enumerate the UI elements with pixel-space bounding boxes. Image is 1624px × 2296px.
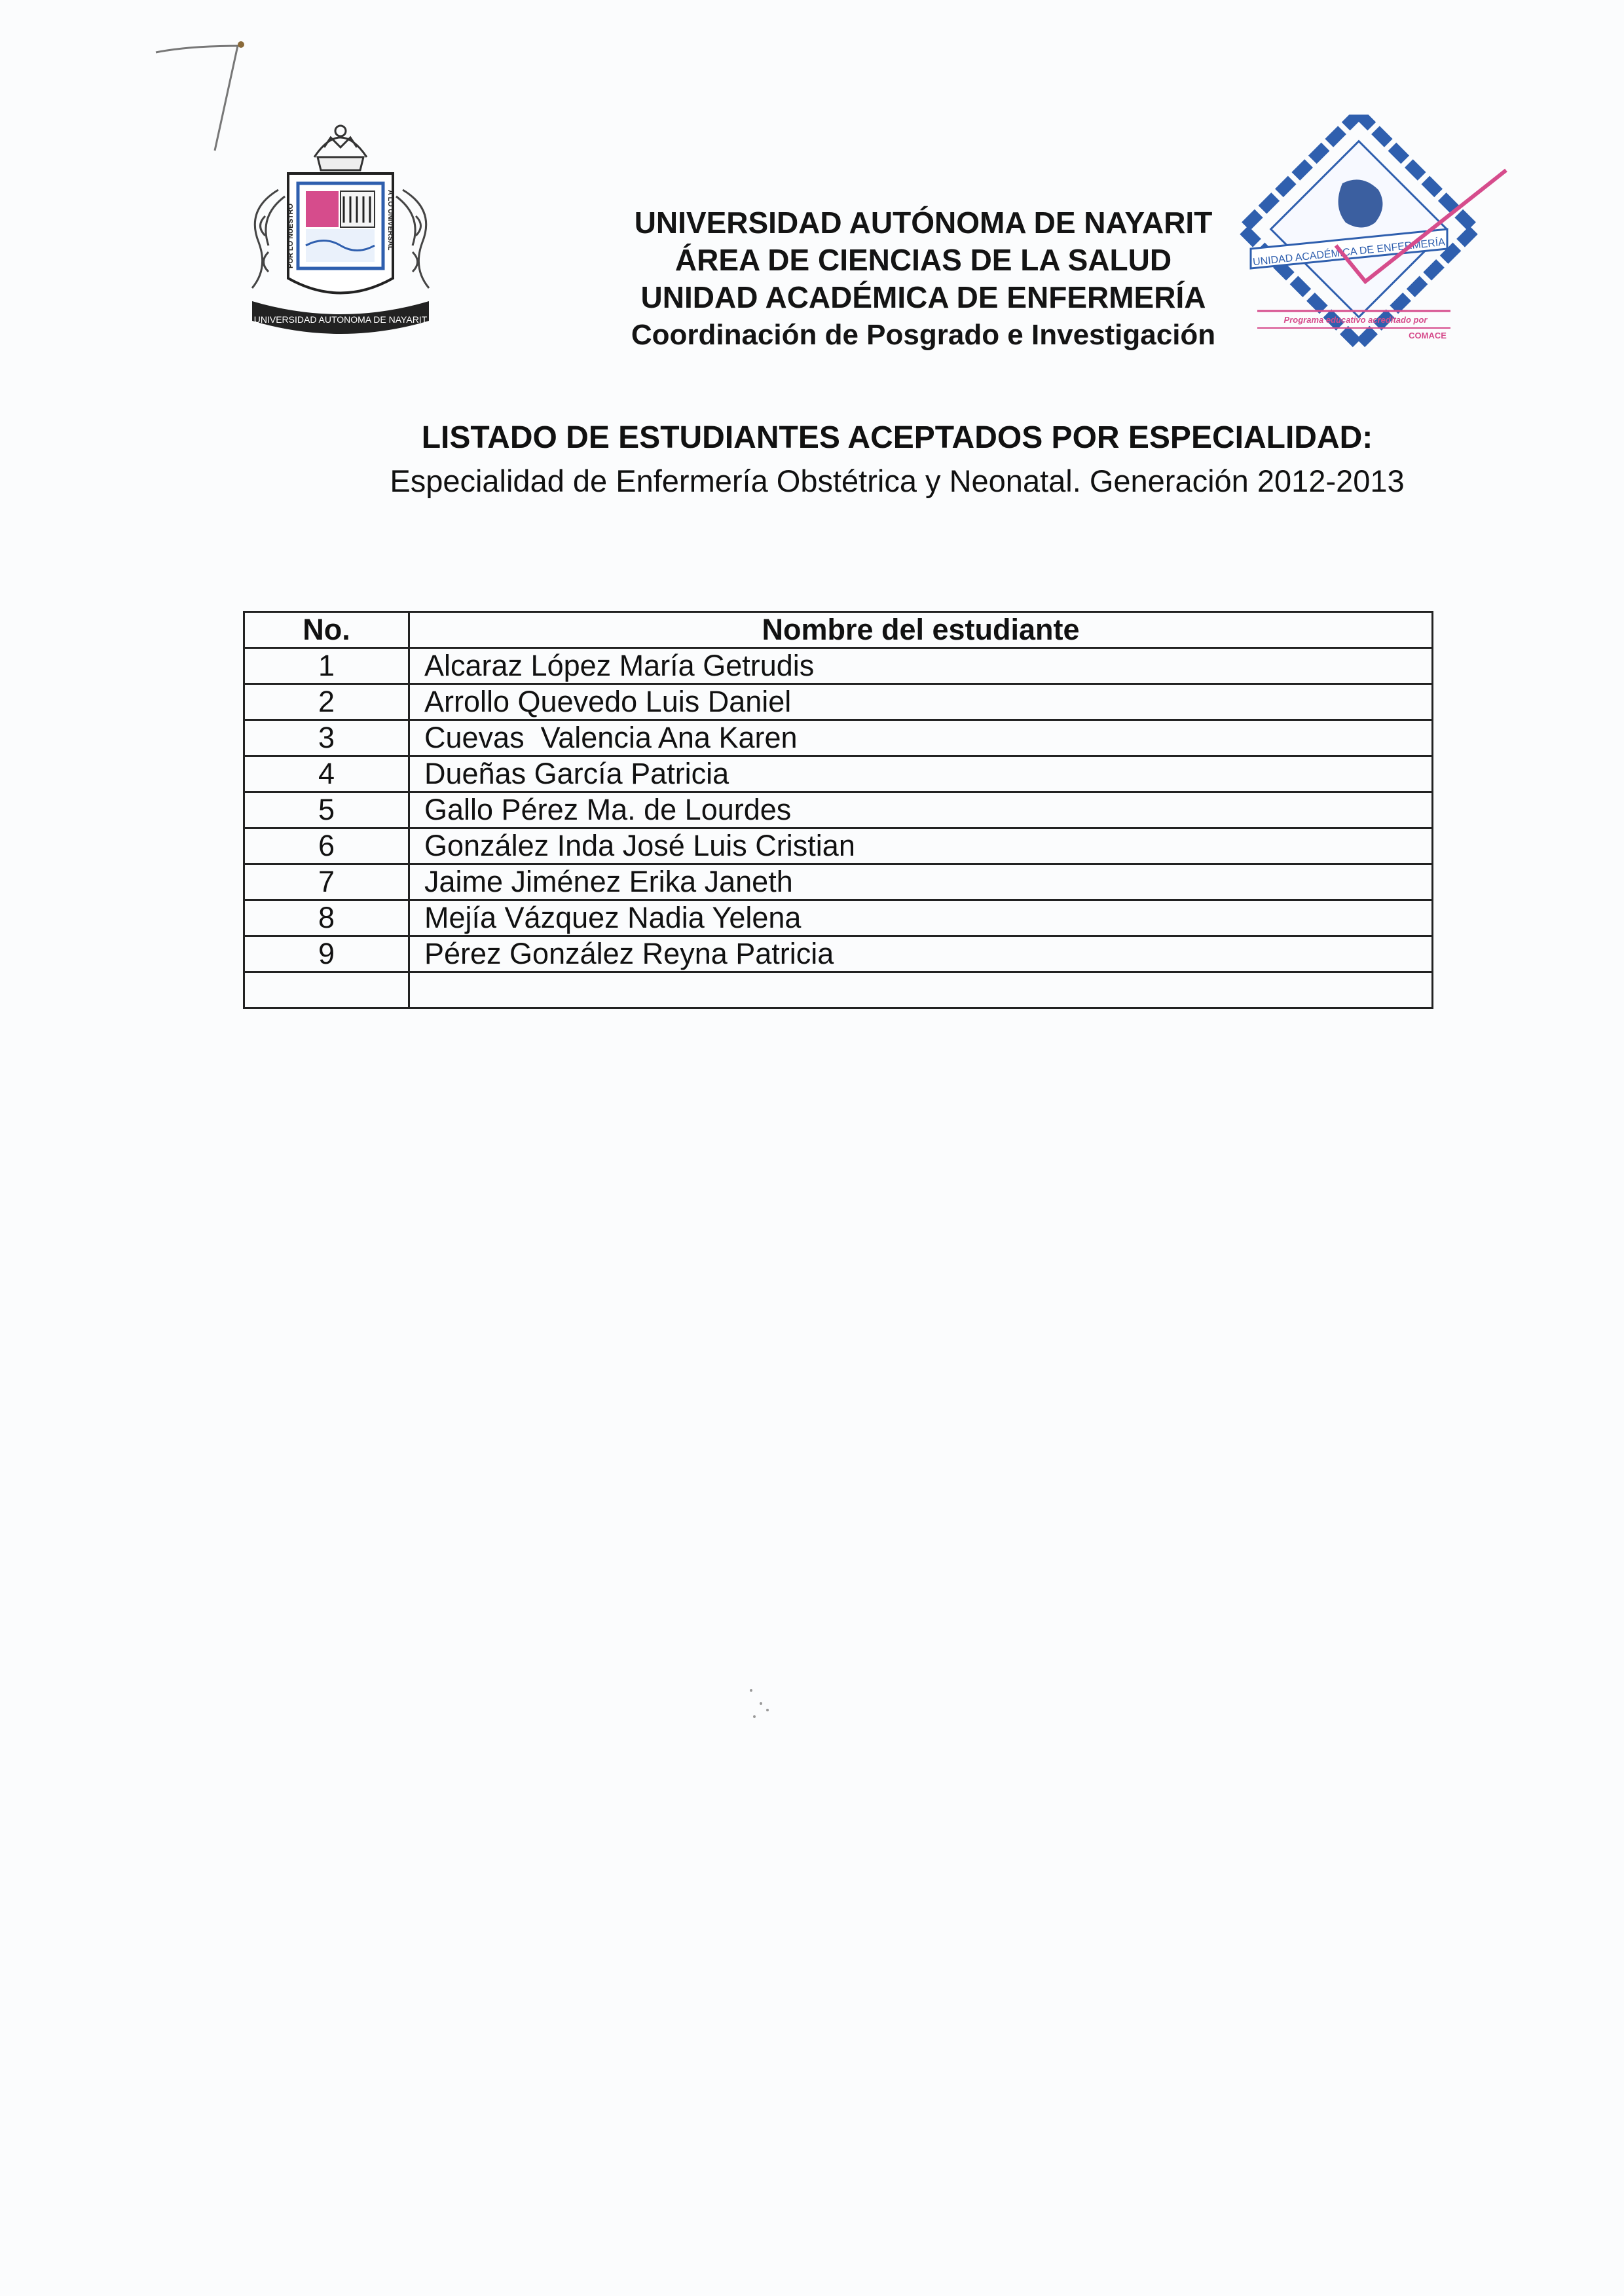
row-number: 1 xyxy=(244,648,409,684)
row-number: 2 xyxy=(244,684,409,720)
scan-speck xyxy=(753,1715,756,1718)
accreditation-body: COMACE xyxy=(1409,331,1447,340)
accreditation-caption: Programa educativo acreditado por xyxy=(1283,315,1428,325)
row-number: 9 xyxy=(244,936,409,972)
table-row xyxy=(244,648,1433,684)
header-student-name: Nombre del estudiante xyxy=(409,612,1433,648)
student-name xyxy=(409,972,1433,1008)
institution-header xyxy=(498,204,1349,354)
table-row xyxy=(244,720,1433,756)
table-header-row xyxy=(244,612,1433,648)
student-name: Dueñas García Patricia xyxy=(409,756,1433,792)
table-row xyxy=(244,936,1433,972)
scan-speck xyxy=(766,1709,769,1711)
row-number: 4 xyxy=(244,756,409,792)
coordination-name: Coordinación de Posgrado e Investigación xyxy=(631,319,1216,351)
university-name: UNIVERSIDAD AUTÓNOMA DE NAYARIT xyxy=(634,206,1213,240)
table-row xyxy=(244,864,1433,900)
document-title: LISTADO DE ESTUDIANTES ACEPTADOS POR ESPECIALIDAD: xyxy=(421,420,1373,455)
student-name: González Inda José Luis Cristian xyxy=(409,828,1433,864)
row-number: 6 xyxy=(244,828,409,864)
university-seal-logo xyxy=(232,111,449,347)
student-name: Mejía Vázquez Nadia Yelena xyxy=(409,900,1433,936)
table-row xyxy=(244,828,1433,864)
document-subtitle: Especialidad de Enfermería Obstétrica y Neonatal. Generación 2012-2013 xyxy=(390,464,1405,498)
student-name: Cuevas Valencia Ana Karen xyxy=(409,720,1433,756)
student-name: Gallo Pérez Ma. de Lourdes xyxy=(409,792,1433,828)
table-row xyxy=(244,792,1433,828)
row-number: 7 xyxy=(244,864,409,900)
table-row xyxy=(244,756,1433,792)
student-name: Jaime Jiménez Erika Janeth xyxy=(409,864,1433,900)
unit-name: UNIDAD ACADÉMICA DE ENFERMERÍA xyxy=(640,280,1206,314)
table-row xyxy=(244,900,1433,936)
scan-speck xyxy=(760,1702,762,1705)
seal-left-motto: POR LO NUESTRO xyxy=(287,203,295,268)
pencil-mark xyxy=(143,26,248,157)
header-number: No. xyxy=(244,612,409,648)
row-number: 8 xyxy=(244,900,409,936)
student-name: Pérez González Reyna Patricia xyxy=(409,936,1433,972)
row-number xyxy=(244,972,409,1008)
area-name: ÁREA DE CIENCIAS DE LA SALUD xyxy=(674,243,1172,277)
student-name: Alcaraz López María Getrudis xyxy=(409,648,1433,684)
scan-speck xyxy=(750,1689,752,1692)
seal-right-motto: A LO UNIVERSAL xyxy=(386,190,394,251)
accreditation-ribbon-text: UNIDAD ACADÉMICA DE ENFERMERÍA xyxy=(1252,236,1446,268)
students-table xyxy=(243,611,1433,1009)
student-name: Arrollo Quevedo Luis Daniel xyxy=(409,684,1433,720)
table-row-empty xyxy=(244,972,1433,1008)
seal-ribbon-text: UNIVERSIDAD AUTONOMA DE NAYARIT xyxy=(253,314,428,325)
table-row xyxy=(244,684,1433,720)
row-number: 5 xyxy=(244,792,409,828)
row-number: 3 xyxy=(244,720,409,756)
